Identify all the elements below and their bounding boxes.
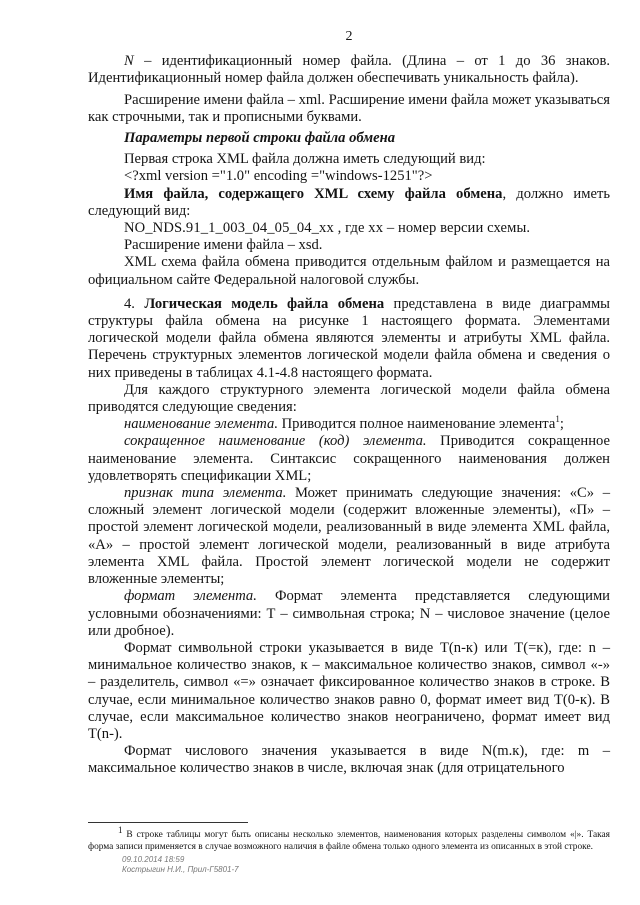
item-element-format-term: формат элемента.	[124, 588, 257, 605]
schema-name-rest: , должно иметь следующий вид:	[88, 185, 610, 219]
file-id-text: – идентификационный номер файла. (Длина – от 1 до 36 знаков. Идентификационный номер файла должен обеспечивать уникальность файла).	[88, 53, 610, 87]
paragraph-extension: Расширение имени файла – xml. Расширение имени файла может указываться как строчными, так и прописными буквами.	[88, 91, 610, 125]
item-element-name	[88, 416, 610, 433]
paragraph-info-intro: Для каждого структурного элемента логической модели файла обмена приводятся следующие сведения:	[88, 381, 610, 416]
schema-name-bold: Имя файла, содержащего XML схему файла обмена	[124, 185, 503, 202]
item-element-type-term: признак типа элемента.	[124, 485, 287, 502]
stamp-date: 09.10.2014 18:59	[122, 854, 185, 864]
schema-file-extension: Расширение имени файла – xsd.	[124, 237, 323, 254]
item-short-name-term: сокращенное наименование (код) элемента.	[124, 433, 427, 450]
footnote-divider	[88, 822, 248, 823]
heading-text: Параметры первой строки файла обмена	[124, 130, 396, 147]
footnote	[88, 824, 610, 853]
item-element-type-text: Может принимать следующие значения: «С» – сложный элемент логической модели (содержит вложенные элементы), «П» – простой элемент логической модели, реализованный в виде элемента XML файла, «А» – простой элемент логической модели, реализованный в виде атрибута элемента XML файла. Простой элемент логической модели не содержит вложенные элементы;	[88, 485, 610, 588]
item-element-name-term: наименование элемента.	[124, 416, 278, 433]
item-short-name-text: Приводится сокращенное наименование элемента. Синтаксис сокращенного наименования должен удовлетворять спецификации XML;	[88, 433, 610, 484]
paragraph-string-format: Формат символьной строки указывается в виде Т(n-к) или Т(=к), где: n – минимальное количество знаков, к – максимальное количество знаков, символ «-» – разделитель, символ «=» означает фиксированное количество знаков в строке. В случае, если минимальное количество знаков равно 0, формат имеет вид Т(0-к). В случае, если максимальное количество знаков неограничено, формат имеет вид Т(n-).	[88, 639, 610, 742]
paragraph-schema-published: XML схема файла обмена приводится отдельным файлом и размещается на официальном сайте Федеральной налоговой службы.	[88, 254, 610, 288]
paragraph-first-line: Первая строка XML файла должна иметь следующий вид:	[124, 151, 486, 168]
schema-file-name: NO_NDS.91_1_003_04_05_04_xx , где хх – номер версии схемы.	[124, 220, 531, 237]
paragraph-logical-model	[88, 296, 610, 382]
item-short-name	[88, 433, 610, 485]
logical-model-bold: Логическая модель файла обмена	[144, 295, 385, 312]
footnote-text: В строке таблицы могут быть описаны несколько элементов, наименования которых разделены символом «|». Такая форма записи применяется в случае возможного наличия в файле обмена только одного элемента из описанных в этой строке.	[88, 829, 610, 852]
footnote-ref: 1	[555, 414, 560, 425]
item-element-name-text: Приводится полное наименование элемента	[277, 416, 556, 433]
paragraph-schema-name	[88, 186, 610, 220]
stamp-author: Кострыгин Н.И., Прил-Г5801-7	[122, 864, 239, 874]
xml-declaration: <?xml version ="1.0" encoding ="windows-1251"?>	[124, 168, 433, 185]
section-number: 4.	[124, 295, 145, 312]
paragraph-file-id	[88, 53, 610, 87]
item-element-format	[88, 588, 610, 640]
paragraph-number-format: Формат числового значения указывается в виде N(m.к), где: m – максимальное количество знаков в числе, включая знак (для отрицательного	[88, 743, 610, 777]
page-number: 2	[345, 29, 353, 44]
item-element-type	[88, 485, 610, 588]
section-heading-first-line	[88, 130, 610, 147]
symbol-n: N	[124, 53, 134, 70]
footnote-mark: 1	[118, 824, 123, 835]
item-element-format-text: Формат элемента представляется следующими условными обозначениями: Т – символьная строка; N – числовое значение (целое или дробное).	[88, 588, 610, 639]
item-element-name-tail: ;	[559, 416, 564, 433]
logical-model-text: представлена в виде диаграммы структуры файла обмена на рисунке 1 настоящего формата. Элементами логической модели файла обмена являются элементы и атрибуты XML файла. Перечень структурных элементов логической модели файла обмена и сведения о них приведены в таблицах 4.1-4.8 настоящего формата.	[88, 295, 610, 381]
document-stamp	[122, 855, 610, 875]
